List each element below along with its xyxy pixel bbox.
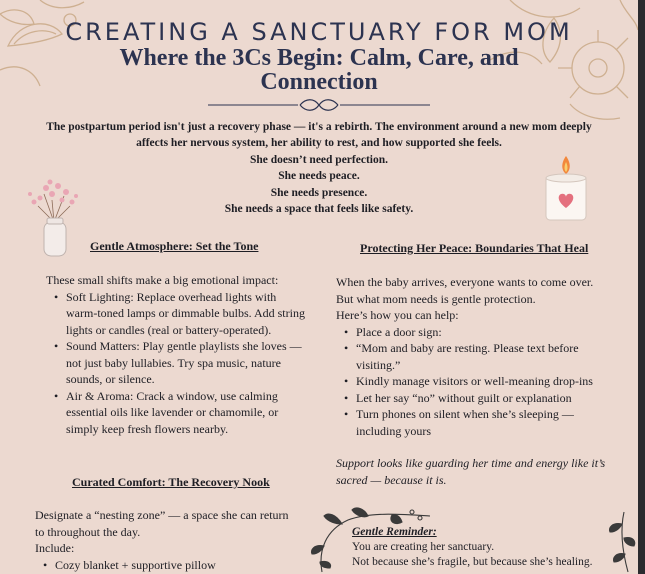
list-item: • “Mom and baby are resting. Please text before visiting.” [356, 340, 616, 373]
intro-line: She needs a space that feels like safety. [224, 203, 414, 216]
list-item: • Kindly manage visitors or well-meaning drop-ins [356, 373, 616, 390]
list-item: • Place a door sign: [356, 324, 616, 341]
atmosphere-section [46, 272, 308, 437]
list-item: • Air & Aroma: Crack a window, use calming essential oils like lavender or chamomile, or simply keep fresh flowers nearby. [66, 388, 308, 438]
list-item: • Cozy blanket + supportive pillow [55, 557, 293, 574]
nook-lead: Designate a “nesting zone” — a space she can return to throughout the day. [35, 508, 289, 539]
boundaries-lead-line: When the baby arrives, everyone wants to come over. [336, 275, 594, 289]
boundaries-lead-line: Here’s how you can help: [336, 308, 459, 322]
page-title: Where the 3Cs Begin: Calm, Care, and Connection [119, 45, 519, 95]
flower-vase-illustration [22, 172, 86, 262]
reminder-line: You are creating her sanctuary. [352, 541, 495, 553]
intro-paragraph: The postpartum period isn't just a recovery phase — it's a rebirth. The environment around a new mom deeply affects her nervous system, her ability to rest, and how supported she feels. [46, 121, 592, 150]
list-item: • Soft Lighting: Replace overhead lights with warm-toned lamps or dimmable bulbs. Add string lights or candles (real or battery-operated). [66, 289, 308, 339]
section-heading-boundaries: Protecting Her Peace: Boundaries That Heal [360, 241, 589, 255]
section-heading-atmosphere: Gentle Atmosphere: Set the Tone [90, 239, 259, 253]
intro-line: She needs presence. [270, 186, 368, 199]
nook-section [35, 507, 293, 573]
reminder-heading: Gentle Reminder: [352, 526, 437, 538]
candle-illustration [540, 150, 592, 224]
intro-line: She needs peace. [278, 170, 360, 183]
list-item: • Turn phones on silent when she’s sleeping — including yours [356, 406, 616, 439]
list-item: • Let her say “no” without guilt or explanation [356, 390, 616, 407]
nook-include-label: Include: [35, 541, 75, 555]
gentle-reminder [352, 525, 612, 570]
section-heading-nook: Curated Comfort: The Recovery Nook [72, 475, 270, 489]
intro-line: She doesn’t need perfection. [250, 153, 388, 166]
boundaries-list [336, 324, 616, 440]
atmosphere-list [46, 289, 308, 438]
boundaries-closing: Support looks like guarding her time and energy like it’s sacred — because it is. [336, 456, 606, 487]
ornament-divider [208, 98, 430, 112]
boundaries-lead-line: But what mom needs is gentle protection. [336, 291, 536, 306]
page-kicker: CREATING A SANCTUARY FOR MOM [65, 18, 573, 46]
nook-list [35, 557, 293, 574]
atmosphere-lead: These small shifts make a big emotional impact: [46, 273, 279, 287]
list-item: • Sound Matters: Play gentle playlists she loves — not just baby lullabies. Try spa music, nature sounds, or silence. [66, 338, 308, 388]
boundaries-section [336, 274, 616, 488]
window-edge [638, 0, 645, 574]
reminder-line: Not because she’s fragile, but because she’s healing. [352, 556, 593, 568]
intro-text [30, 119, 608, 217]
